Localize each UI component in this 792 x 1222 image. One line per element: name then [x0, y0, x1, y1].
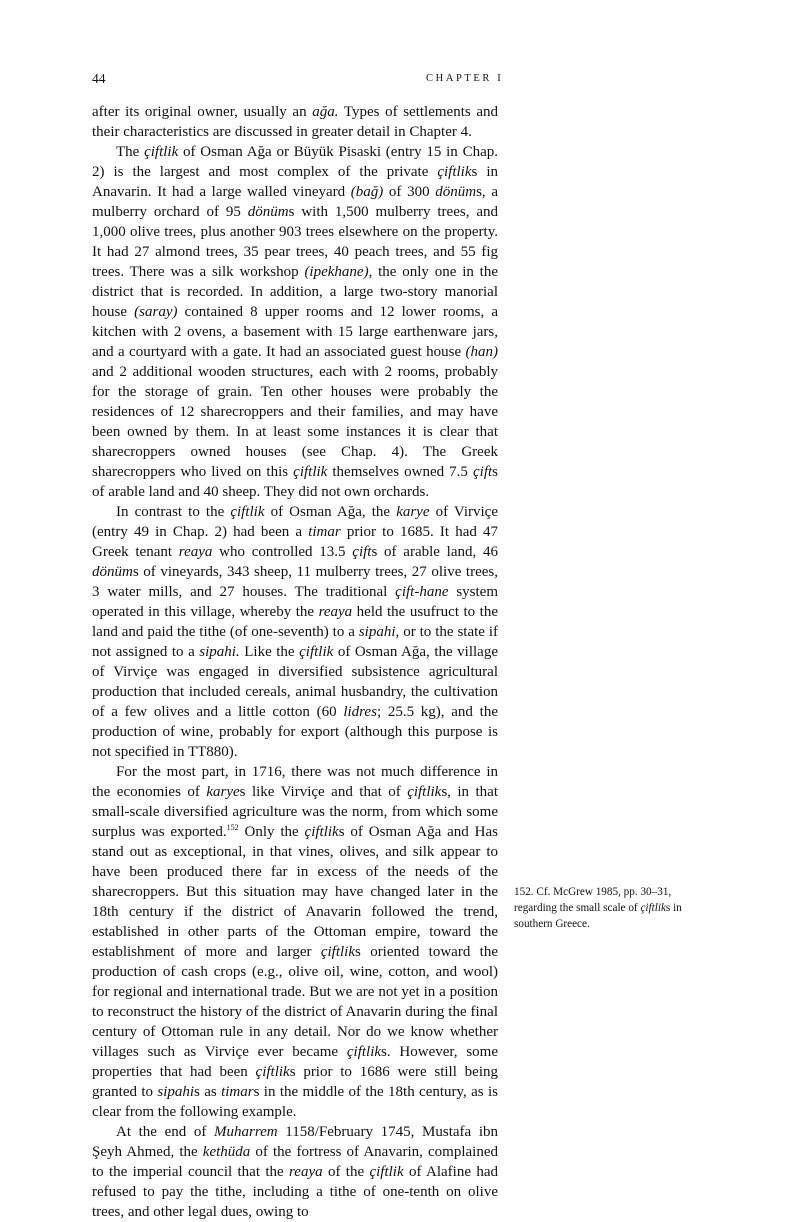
main-text-column: [92, 102, 498, 1222]
italic-term: (saray): [134, 304, 178, 320]
italic-term: timar: [221, 1084, 254, 1100]
italic-term: çiftlik: [299, 644, 334, 660]
italic-term: çift-hane: [395, 584, 449, 600]
italic-term: çiftlik: [293, 464, 328, 480]
footnote-ref: 152: [226, 823, 239, 832]
italic-term: çiftlik: [320, 944, 356, 960]
paragraph-2: The çiftlik of Osman Ağa or Büyük Pisaski (entry 15 in Chap. 2) is the largest and most complex of the private çiftliks in Anavarin. It had a large walled vineyard (bağ) of 300 dönüms, a mulberry orchard of 95 dönüms with 1,500 mulberry trees, and 1,000 olive trees, plus another 903 trees elsewhere on the property. It had 27 almond trees, 35 pear trees, 40 peach trees, and 55 fig trees. There was a silk workshop (ipekhane), the only one in the district that is recorded. In addition, a large two-story manorial house (saray) contained 8 upper rooms and 12 lower rooms, a kitchen with 2 ovens, a basement with 15 large earthenware jars, and a courtyard with a gate. It had an associated guest house (han) and 2 additional wooden structures, each with 2 rooms, probably for the storage of grain. Ten other houses were probably the residences of 12 sharecroppers and their families, and may have been owned by them. In at least some instances it is clear that sharecroppers owned houses (see Chap. 4). The Greek sharecroppers who lived on this çiftlik themselves owned 7.5 çifts of arable land and 40 sheep. They did not own orchards.: [92, 144, 499, 500]
italic-term: lidres: [343, 704, 377, 720]
italic-term: çiftlik: [255, 1064, 290, 1080]
paragraph-4: For the most part, in 1716, there was not much difference in the economies of karyes like Virviçe and that of çiftliks, in that small-scale diversified agriculture was the norm, from which some surplus was exported.$^{152}$ Only the çiftliks of Osman Ağa and Has stand out as exceptional, in that vines, olives, and silk appear to have been produced there far in excess of the needs of the sharecroppers. But this situation may have changed later in the 18th century if the district of Anavarin followed the trend, established in other parts of the Ottoman empire, toward the establishment of more and larger çiftliks oriented toward the production of cash crops (e.g., olive oil, wine, cotton, and wool) for regional and international trade. But we are not yet in a position to reconstruct the history of the district of Anavarin during the final century of Ottoman rule in any detail. Nor do we know whether villages such as Virviçe ever became çiftliks. However, some properties that had been çiftliks prior to 1686 were still being granted to sipahis as timars in the middle of the 18th century, as is clear from the following example.: [92, 764, 499, 1120]
italic-term: çift: [473, 464, 493, 480]
page-number: 44: [92, 71, 106, 86]
italic-term: reaya: [318, 604, 353, 620]
italic-term: (bağ): [350, 184, 384, 200]
paragraph-3: In contrast to the çiftlik of Osman Ağa, the karye of Virviçe (entry 49 in Chap. 2) had been a timar prior to 1685. It had 47 Greek tenant reaya who controlled 13.5 çifts of arable land, 46 dönüms of vineyards, 343 sheep, 11 mulberry trees, 27 olive trees, 3 water mills, and 27 houses. The traditional çift-hane system operated in this village, whereby the reaya held the usufruct to the land and paid the tithe (of one-seventh) to a sipahi, or to the state if not assigned to a sipahi. Like the çiftlik of Osman Ağa, the village of Virviçe was engaged in diversified subsistence agricultural production that included cereals, animal husbandry, the cultivation of a few olives and a little cotton (60 lidres; 25.5 kg), and the production of wine, probably for export (although this purpose is not specified in TT880).: [92, 504, 499, 760]
italic-term: karye: [396, 504, 430, 520]
italic-term: karye: [206, 784, 240, 800]
italic-term: çift: [352, 544, 372, 560]
italic-term: Muharrem: [214, 1124, 278, 1140]
italic-term: çiftlik: [437, 164, 472, 180]
italic-term: dönüm: [92, 564, 133, 580]
paragraph-1: after its original owner, usually an ağa. Types of settlements and their characteristics are discussed in greater detail in Chapter 4.: [92, 104, 498, 140]
paragraph-5: At the end of Muharrem 1158/February 1745, Mustafa ibn Şeyh Ahmed, the kethüda of the fortress of Anavarin, complained to the imperial council that the reaya of the çiftlik of Alafine had refused to pay the tithe, including a tithe of one-tenth on olive trees, and other legal dues, owing to: [92, 1124, 499, 1220]
italic-term: çiftlik: [144, 144, 179, 160]
italic-term: çiftlik: [346, 1044, 382, 1060]
footnote-152: 152. Cf. McGrew 1985, pp. 30–31, regarding the small scale of çiftliks in southern Greece.: [514, 886, 682, 930]
italic-term: sipahi: [157, 1084, 195, 1100]
italic-term: sipahi.: [199, 644, 240, 660]
italic-term: çiftlik: [369, 1164, 404, 1180]
italic-term: (han): [465, 344, 498, 360]
italic-term: (ipekhane),: [304, 264, 373, 280]
italic-term: dönüm: [435, 184, 477, 200]
italic-term: çiftlik: [640, 902, 666, 914]
italic-term: timar: [308, 524, 341, 540]
italic-term: çiftlik: [230, 504, 265, 520]
italic-term: çiftlik: [304, 824, 339, 840]
italic-term: sipahi,: [358, 624, 400, 640]
italic-term: reaya: [178, 544, 213, 560]
running-head-chapter: CHAPTER I: [426, 73, 504, 84]
italic-term: kethüda: [202, 1144, 251, 1160]
italic-term: dönüm: [247, 204, 289, 220]
italic-term: reaya: [289, 1164, 323, 1180]
italic-term: çiftlik: [407, 784, 442, 800]
italic-term: ağa.: [312, 104, 339, 120]
